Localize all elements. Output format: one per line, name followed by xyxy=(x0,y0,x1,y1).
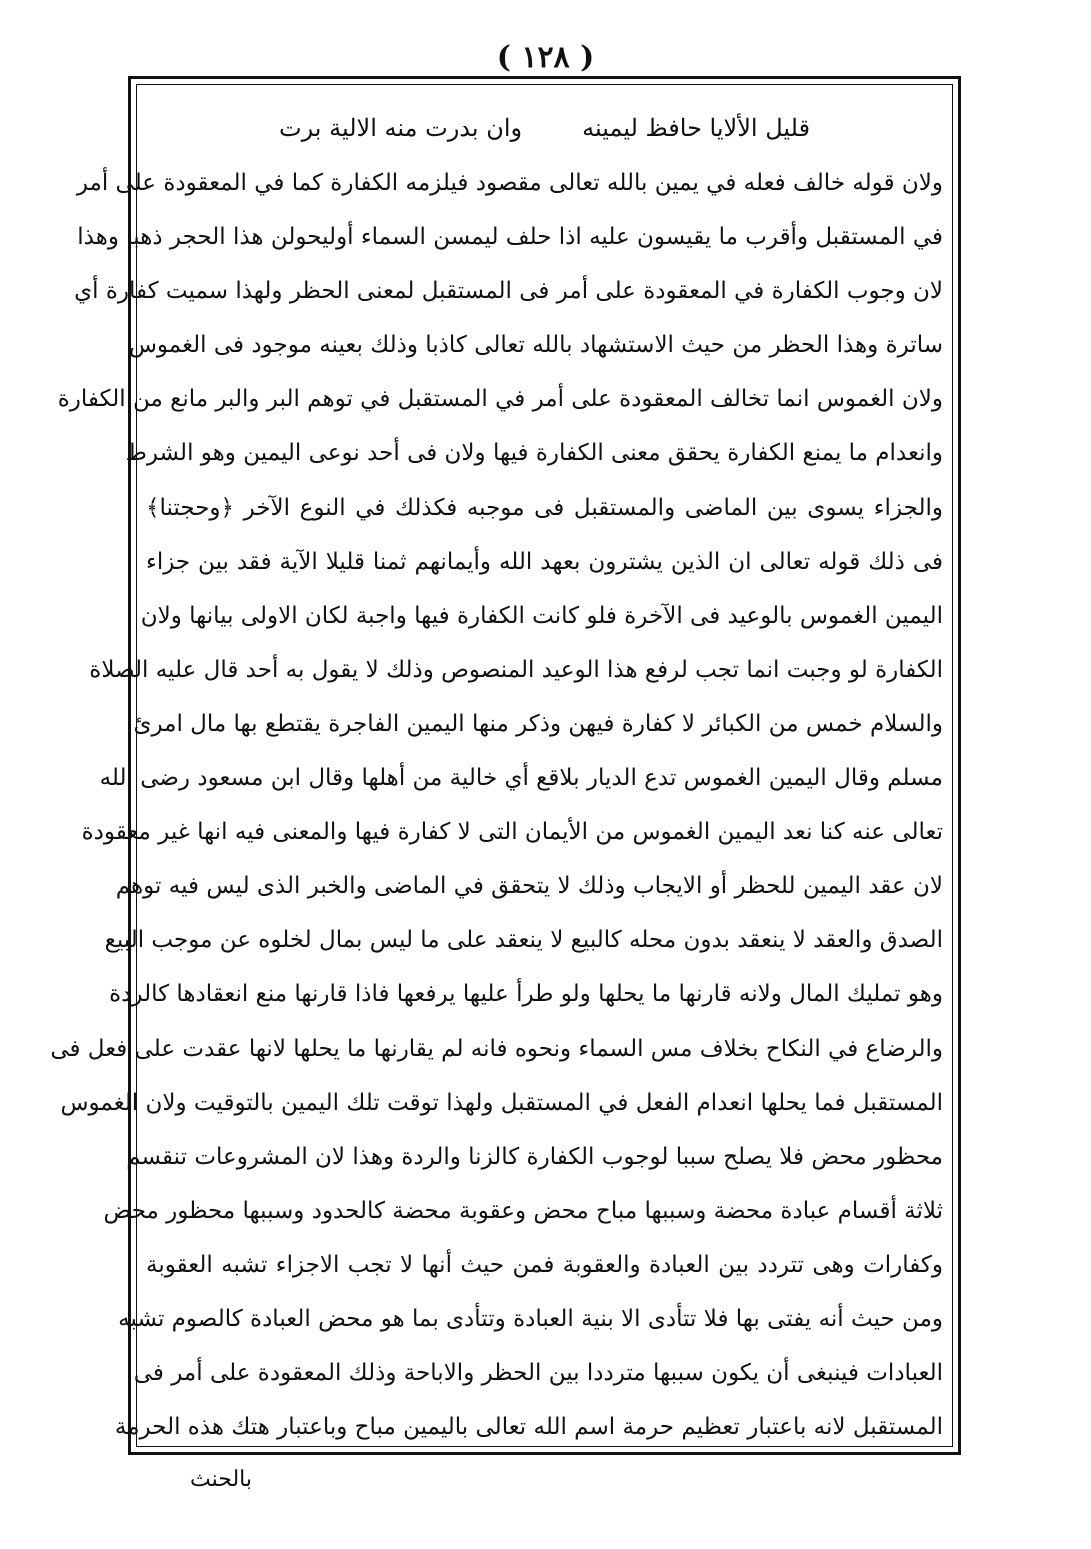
verse-left-hemistich: وان بدرت منه الالية برت xyxy=(278,114,523,142)
text-line: المستقبل فما يحلها انعدام الفعل في المستقبل ولهذا توقت تلك اليمين بالتوقيت ولان الغموس xyxy=(60,1089,943,1116)
text-line: وهو تمليك المال ولانه قارنها ما يحلها ولو طرأ عليها يرفعها فاذا قارنها منع انعقادها كالردة xyxy=(109,981,943,1008)
verse-right-hemistich: قليل الألايا حافظ ليمينه xyxy=(582,114,811,142)
catchword: بالحنث xyxy=(190,1467,252,1492)
text-line: ومن حيث أنه يفتى بها فلا تتأدى الا بنية العبادة وتتأدى بما هو محض العبادة كالصوم تشبه xyxy=(118,1305,943,1332)
text-line: المستقبل لانه باعتبار تعظيم حرمة اسم الله تعالى باليمين مباح وباعتبار هتك هذه الحرمة xyxy=(114,1414,943,1441)
text-line: الصدق والعقد لا ينعقد بدون محله كالبيع لا ينعقد على ما ليس بمال لخلوه عن موجب البيع xyxy=(104,927,943,954)
text-line: في المستقبل وأقرب ما يقيسون عليه اذا حلف ليمسن السماء أوليحولن هذا الحجر ذهبا وهذا xyxy=(77,224,943,251)
text-line: والجزاء يسوى بين الماضى والمستقبل فى موجبه فكذلك في النوع الآخر ﴿وحجتنا﴾ xyxy=(146,494,943,521)
main-text-block xyxy=(50,100,943,1454)
text-line: اليمين الغموس بالوعيد فى الآخرة فلو كانت الكفارة فيها واجبة لكان الاولى بيانها ولان xyxy=(140,602,943,629)
poetry-verse xyxy=(146,100,943,156)
text-line: وانعدام ما يمنع الكفارة يحقق معنى الكفارة فيها ولان فى أحد نوعى اليمين وهو الشرط xyxy=(125,440,943,467)
text-line: ولان الغموس انما تخالف المعقودة على أمر في المستقبل في توهم البر والبر مانع من الكفارة xyxy=(57,386,943,413)
text-line: ثلاثة أقسام عبادة محضة وسببها مباح محض وعقوبة محضة كالحدود وسببها محظور محض xyxy=(103,1197,943,1224)
text-line: ساترة وهذا الحظر من حيث الاستشهاد بالله تعالى كاذبا وذلك بعينه موجود فى الغموس xyxy=(128,332,943,359)
page-number: ( ١٢٨ ) xyxy=(496,40,595,75)
text-line: محظور محض فلا يصلح سببا لوجوب الكفارة كالزنا والردة وهذا لان المشروعات تنقسم xyxy=(126,1143,943,1170)
text-line: ولان قوله خالف فعله في يمين بالله تعالى مقصود فيلزمه الكفارة كما في المعقودة على أمر xyxy=(76,170,943,196)
text-line: والسلام خمس من الكبائر لا كفارة فيهن وذكر منها اليمين الفاجرة يقتطع بها مال امرئ xyxy=(133,710,943,737)
text-line: تعالى عنه كنا نعد اليمين الغموس من الأيمان التى لا كفارة فيها والمعنى فيه انها غير معقودة xyxy=(81,819,943,846)
text-line: العبادات فينبغى أن يكون سببها مترددا بين الحظر والاباحة وذلك المعقودة على أمر فى xyxy=(133,1360,943,1387)
text-line: وكفارات وهى تتردد بين العبادة والعقوبة فمن حيث أنها لا تجب الاجزاء تشبه العقوبة xyxy=(146,1251,943,1278)
text-line: والرضاع في النكاح بخلاف مس السماء ونحوه فانه لم يقارنها ما يحلها لانها عقدت على فعل فى xyxy=(50,1035,943,1062)
text-line: لان عقد اليمين للحظر أو الايجاب وذلك لا يتحقق في الماضى والخبر الذى ليس فيه توهم xyxy=(115,873,943,900)
text-line: فى ذلك قوله تعالى ان الذين يشترون بعهد الله وأيمانهم ثمنا قليلا الآية فقد بين جزاء xyxy=(146,548,943,575)
text-line: مسلم وقال اليمين الغموس تدع الديار بلاقع أي خالية من أهلها وقال ابن مسعود رضى الله xyxy=(99,765,943,792)
text-line: لان وجوب الكفارة في المعقودة على أمر فى المستقبل لمعنى الحظر ولهذا سميت كفارة أي xyxy=(74,278,943,305)
text-line: الكفارة لو وجبت انما تجب لرفع هذا الوعيد المنصوص وذلك لا يقول به أحد قال عليه الصلاة xyxy=(89,656,943,683)
